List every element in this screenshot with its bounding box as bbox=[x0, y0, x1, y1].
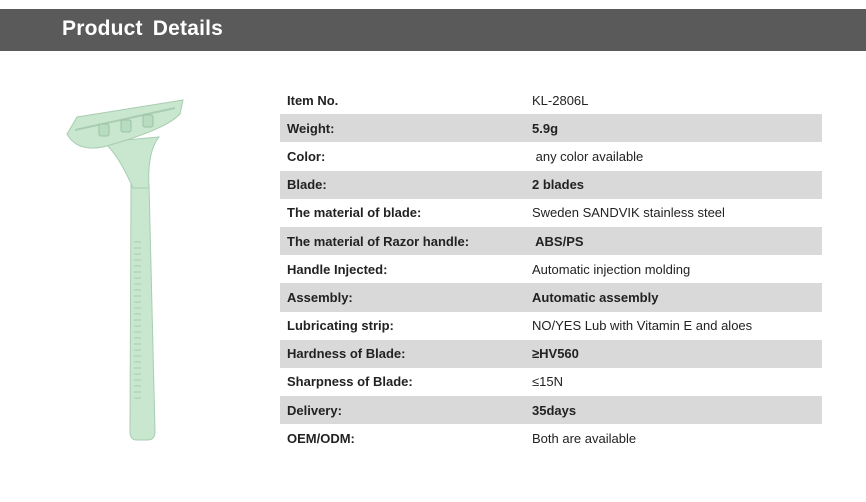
spec-row bbox=[280, 199, 822, 227]
spec-label: Hardness of Blade: bbox=[280, 340, 525, 368]
spec-label: Item No. bbox=[287, 92, 339, 108]
spec-label: The material of Razor handle: bbox=[280, 227, 525, 255]
spec-row bbox=[280, 227, 822, 255]
spec-label: Color: bbox=[287, 148, 326, 164]
spec-label: Blade: bbox=[280, 171, 525, 199]
spec-value: 35days bbox=[525, 396, 822, 424]
spec-label: OEM/ODM: bbox=[287, 430, 355, 446]
spec-row bbox=[280, 283, 822, 311]
spec-value: Automatic assembly bbox=[525, 283, 822, 311]
spec-row bbox=[280, 340, 822, 368]
spec-row bbox=[280, 368, 822, 396]
spec-value: 2 blades bbox=[525, 171, 822, 199]
spec-row bbox=[280, 171, 822, 199]
section-header bbox=[0, 9, 866, 51]
spec-value: Both are available bbox=[532, 430, 637, 446]
spec-value: NO/YES Lub with Vitamin E and aloes bbox=[532, 318, 753, 334]
spec-row bbox=[280, 114, 822, 142]
spec-value: 5.9g bbox=[525, 114, 822, 142]
spec-value: KL-2806L bbox=[532, 92, 589, 108]
razor-icon bbox=[55, 92, 195, 442]
spec-label: Sharpness of Blade: bbox=[287, 374, 413, 390]
spec-label: Lubricating strip: bbox=[287, 318, 394, 334]
spec-row bbox=[280, 86, 822, 114]
spec-value: ≤15N bbox=[532, 374, 563, 390]
section-title: Product Details bbox=[62, 17, 224, 40]
spec-value: ABS/PS bbox=[525, 227, 822, 255]
spec-row bbox=[280, 255, 822, 283]
spec-label: Delivery: bbox=[280, 396, 525, 424]
spec-value: Sweden SANDVIK stainless steel bbox=[532, 205, 725, 221]
spec-row bbox=[280, 142, 822, 170]
spec-row bbox=[280, 396, 822, 424]
spec-value: any color available bbox=[532, 148, 644, 164]
spec-table bbox=[280, 86, 822, 452]
product-image bbox=[55, 92, 195, 442]
spec-label: Assembly: bbox=[280, 283, 525, 311]
spec-label: Weight: bbox=[280, 114, 525, 142]
spec-value: Automatic injection molding bbox=[532, 261, 691, 277]
spec-value: ≥HV560 bbox=[525, 340, 822, 368]
spec-label: Handle Injected: bbox=[287, 261, 388, 277]
spec-label: The material of blade: bbox=[287, 205, 422, 221]
spec-row bbox=[280, 312, 822, 340]
spec-row bbox=[280, 424, 822, 452]
